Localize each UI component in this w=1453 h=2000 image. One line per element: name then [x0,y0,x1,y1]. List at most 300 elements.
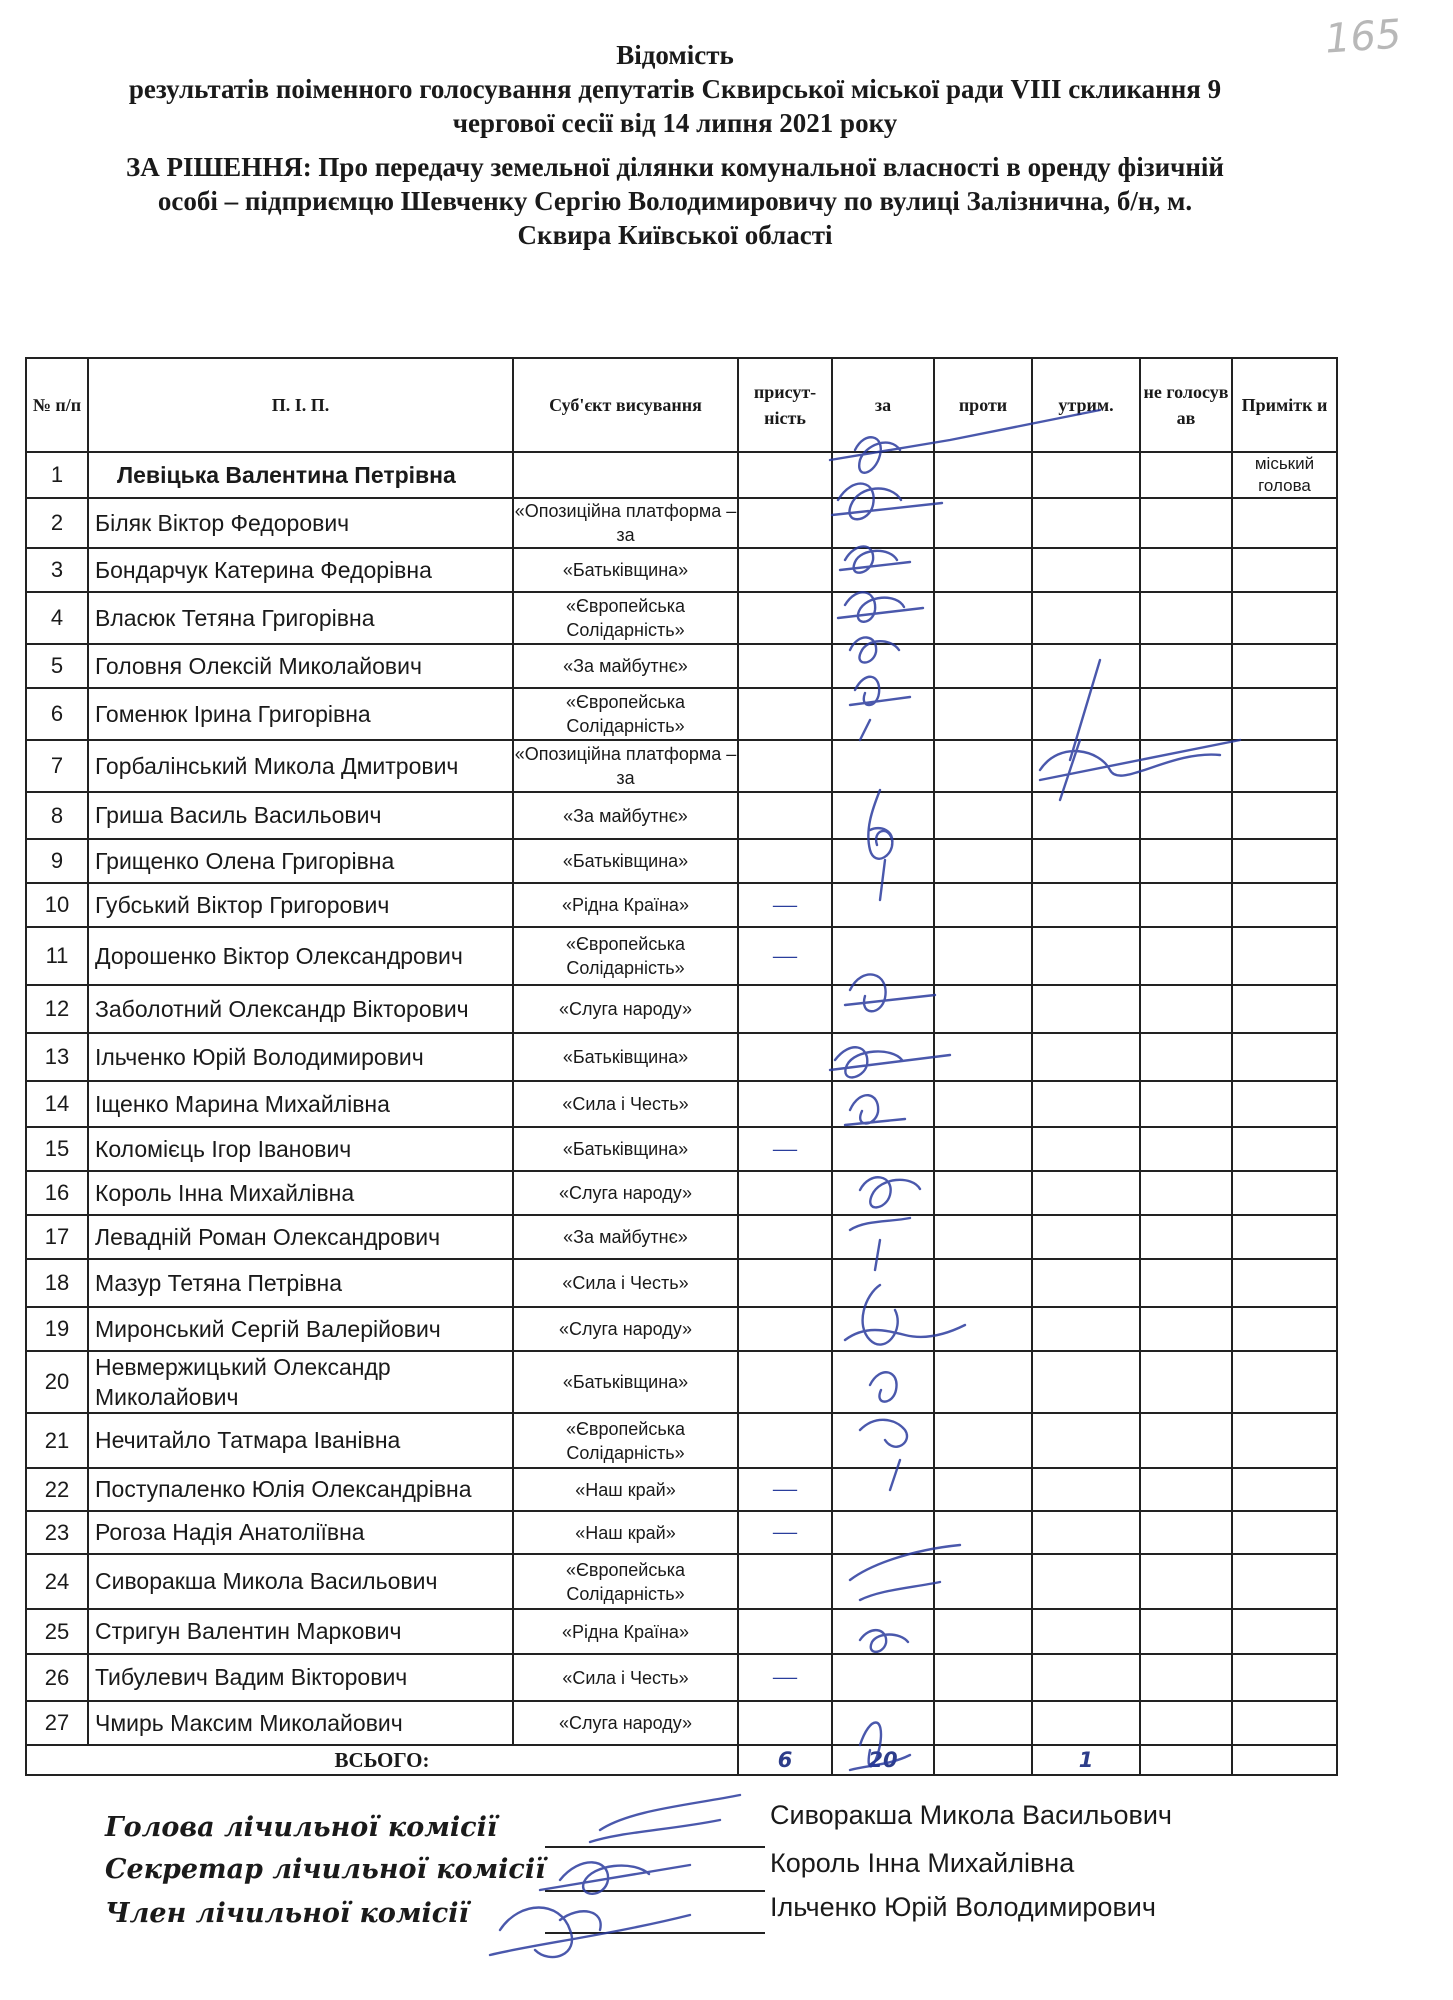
row-present [738,1554,832,1609]
total-present: 6 [738,1745,832,1775]
row-name: Тибулевич Вадим Вікторович [88,1654,513,1701]
total-not-voted [1140,1745,1232,1775]
title-line-2: результатів поіменного голосування депутатів Сквирської міської ради VIII скликання 9 [128,74,1222,104]
row-present [738,1259,832,1307]
row-party: «Слуга народу» [513,1701,738,1745]
row-present [738,1351,832,1413]
table-row [26,1468,1337,1511]
row-note [1232,883,1337,927]
row-against [934,1413,1032,1468]
header-abstain: утрим. [1032,358,1140,452]
row-against [934,688,1032,740]
row-not-voted [1140,498,1232,548]
row-note [1232,1127,1337,1171]
table-row [26,1511,1337,1554]
header-note: Примітк и [1232,358,1337,452]
table-row [26,985,1337,1033]
row-present: — [738,927,832,985]
row-num: 6 [26,688,88,740]
row-present [738,1081,832,1127]
row-present [738,688,832,740]
row-present [738,1413,832,1468]
row-num: 9 [26,839,88,883]
row-not-voted [1140,688,1232,740]
row-present [738,985,832,1033]
row-for [832,452,934,498]
row-num: 1 [26,452,88,498]
row-present: — [738,1511,832,1554]
row-note [1232,1259,1337,1307]
row-abstain [1032,498,1140,548]
row-not-voted [1140,985,1232,1033]
row-for [832,1259,934,1307]
row-party [513,452,738,498]
row-note [1232,927,1337,985]
header-not-voted: не голосув ав [1140,358,1232,452]
table-row [26,1259,1337,1307]
title-line-1: Відомість [616,40,734,70]
row-name: Чмирь Максим Миколайович [88,1701,513,1745]
row-abstain [1032,592,1140,644]
row-for [832,1554,934,1609]
member-name: Ільченко Юрій Володимирович [770,1892,1156,1922]
row-abstain [1032,740,1140,792]
row-abstain [1032,1307,1140,1351]
row-for [832,1413,934,1468]
row-num: 11 [26,927,88,985]
row-name: Бондарчук Катерина Федорівна [88,548,513,592]
row-note [1232,644,1337,688]
row-not-voted [1140,1127,1232,1171]
row-abstain [1032,1033,1140,1081]
row-for [832,1511,934,1554]
row-note [1232,688,1337,740]
row-num: 18 [26,1259,88,1307]
table-row [26,1554,1337,1609]
row-not-voted [1140,1215,1232,1259]
row-against [934,1701,1032,1745]
row-present: — [738,1468,832,1511]
table-row [26,839,1337,883]
row-party: «Опозиційна платформа – за [513,740,738,792]
row-note [1232,1554,1337,1609]
row-for [832,985,934,1033]
row-abstain [1032,1259,1140,1307]
row-not-voted [1140,839,1232,883]
row-party: «Батьківщина» [513,1351,738,1413]
row-against [934,592,1032,644]
row-num: 12 [26,985,88,1033]
row-name: Власюк Тетяна Григорівна [88,592,513,644]
table-row [26,1413,1337,1468]
title-line-6: Сквира Київської області [517,220,833,250]
row-abstain [1032,985,1140,1033]
row-party: «Сила і Честь» [513,1259,738,1307]
secretary-title: Секретар лічильної комісії [105,1854,546,1885]
row-for [832,548,934,592]
row-abstain [1032,688,1140,740]
table-row [26,927,1337,985]
row-note [1232,792,1337,839]
member-title: Член лічильної комісії [105,1898,469,1929]
row-num: 3 [26,548,88,592]
header-num: № п/п [26,358,88,452]
row-note [1232,1307,1337,1351]
row-not-voted [1140,792,1232,839]
document-title [20,38,1330,252]
row-num: 17 [26,1215,88,1259]
row-num: 13 [26,1033,88,1081]
row-abstain [1032,1654,1140,1701]
row-abstain [1032,1701,1140,1745]
row-name: Король Інна Михайлівна [88,1171,513,1215]
row-name: Гоменюк Ірина Григорівна [88,688,513,740]
row-abstain [1032,1413,1140,1468]
row-party: «Батьківщина» [513,1127,738,1171]
row-name: Горбалінський Микола Дмитрович [88,740,513,792]
row-for [832,883,934,927]
row-not-voted [1140,883,1232,927]
row-name: Іщенко Марина Михайлівна [88,1081,513,1127]
header-for: за [832,358,934,452]
member-signature-line [545,1932,765,1934]
row-party: «Рідна Країна» [513,883,738,927]
row-party: «Європейська Солідарність» [513,592,738,644]
row-present [738,1171,832,1215]
total-against [934,1745,1032,1775]
row-present [738,1215,832,1259]
table-row [26,1609,1337,1654]
row-note [1232,1701,1337,1745]
row-against [934,1609,1032,1654]
row-against [934,498,1032,548]
row-present [738,740,832,792]
row-note [1232,1215,1337,1259]
table-row [26,592,1337,644]
row-num: 21 [26,1413,88,1468]
row-against [934,927,1032,985]
row-party: «Батьківщина» [513,1033,738,1081]
row-against [934,839,1032,883]
row-party: «Опозиційна платформа – за [513,498,738,548]
row-abstain [1032,1171,1140,1215]
row-note [1232,1081,1337,1127]
row-present: — [738,1654,832,1701]
total-abstain: 1 [1032,1745,1140,1775]
row-not-voted [1140,1259,1232,1307]
row-note [1232,740,1337,792]
row-num: 4 [26,592,88,644]
row-num: 8 [26,792,88,839]
row-not-voted [1140,1701,1232,1745]
row-num: 2 [26,498,88,548]
row-note [1232,548,1337,592]
table-row [26,688,1337,740]
row-num: 23 [26,1511,88,1554]
row-abstain [1032,927,1140,985]
row-present [738,644,832,688]
row-for [832,1171,934,1215]
table-row [26,644,1337,688]
row-name: Грищенко Олена Григорівна [88,839,513,883]
row-abstain [1032,1609,1140,1654]
row-for [832,1701,934,1745]
row-num: 10 [26,883,88,927]
row-not-voted [1140,1081,1232,1127]
row-party: «Європейська Солідарність» [513,927,738,985]
row-for [832,688,934,740]
row-party: «Сила і Честь» [513,1654,738,1701]
row-name: Левіцька Валентина Петрівна [88,452,513,498]
row-not-voted [1140,1511,1232,1554]
row-not-voted [1140,1307,1232,1351]
secretary-signature-line [545,1890,765,1892]
row-abstain [1032,1081,1140,1127]
secretary-name: Король Інна Михайлівна [770,1848,1075,1878]
row-name: Миронський Сергій Валерійович [88,1307,513,1351]
row-against [934,1081,1032,1127]
row-for [832,839,934,883]
row-party: «Наш край» [513,1468,738,1511]
row-party: «Сила і Честь» [513,1081,738,1127]
header-against: проти [934,358,1032,452]
row-present [738,792,832,839]
row-note [1232,1511,1337,1554]
row-name: Коломієць Ігор Іванович [88,1127,513,1171]
row-party: «Слуга народу» [513,1171,738,1215]
chair-signature-line [545,1846,765,1848]
row-present [738,839,832,883]
title-line-3: чергової сесії від 14 липня 2021 року [452,108,898,138]
row-against [934,883,1032,927]
row-note [1232,839,1337,883]
row-party: «Європейська Солідарність» [513,1413,738,1468]
row-for [832,1081,934,1127]
row-against [934,1307,1032,1351]
row-abstain [1032,1351,1140,1413]
table-row [26,1351,1337,1413]
row-against [934,548,1032,592]
row-note [1232,1413,1337,1468]
row-num: 14 [26,1081,88,1127]
row-name: Нечитайло Татмара Іванівна [88,1413,513,1468]
row-against [934,1511,1032,1554]
row-note [1232,1609,1337,1654]
row-num: 20 [26,1351,88,1413]
row-for [832,927,934,985]
row-against [934,1259,1032,1307]
row-name: Ільченко Юрій Володимирович [88,1033,513,1081]
row-abstain [1032,1127,1140,1171]
row-abstain [1032,548,1140,592]
table-row [26,1654,1337,1701]
table-row [26,1033,1337,1081]
row-present: — [738,883,832,927]
row-num: 24 [26,1554,88,1609]
table-row [26,1171,1337,1215]
row-note [1232,1033,1337,1081]
row-not-voted [1140,1554,1232,1609]
row-party: «Європейська Солідарність» [513,688,738,740]
row-num: 27 [26,1701,88,1745]
row-num: 22 [26,1468,88,1511]
row-for [832,1215,934,1259]
row-not-voted [1140,1654,1232,1701]
row-name: Мазур Тетяна Петрівна [88,1259,513,1307]
table-row [26,1215,1337,1259]
row-name: Губський Віктор Григорович [88,883,513,927]
row-for [832,498,934,548]
row-not-voted [1140,1468,1232,1511]
row-name: Рогоза Надія Анатоліївна [88,1511,513,1554]
row-party: «Батьківщина» [513,548,738,592]
chair-name: Сиворакша Микола Васильович [770,1800,1172,1830]
row-name: Левадній Роман Олександрович [88,1215,513,1259]
row-against [934,452,1032,498]
row-for [832,1351,934,1413]
table-row [26,548,1337,592]
row-num: 25 [26,1609,88,1654]
row-abstain [1032,1554,1140,1609]
row-not-voted [1140,740,1232,792]
row-name: Сиворакша Микола Васильович [88,1554,513,1609]
total-row [26,1745,1337,1775]
row-against [934,1127,1032,1171]
row-num: 7 [26,740,88,792]
row-present [738,1033,832,1081]
row-for [832,1609,934,1654]
row-present [738,592,832,644]
header-name: П. І. П. [88,358,513,452]
title-line-4: ЗА РІШЕННЯ: Про передачу земельної ділянки комунальної власності в оренду фізичній [126,152,1224,182]
row-party: «Європейська Солідарність» [513,1554,738,1609]
table-row [26,1701,1337,1745]
page-number: 165 [1323,11,1403,63]
row-present: — [738,1127,832,1171]
title-line-5: особі – підприємцю Шевченку Сергію Володимировичу по вулиці Залізнична, б/н, м. [157,186,1193,216]
row-note [1232,985,1337,1033]
row-not-voted [1140,1171,1232,1215]
row-present [738,548,832,592]
row-abstain [1032,1215,1140,1259]
row-against [934,1215,1032,1259]
table-row [26,1081,1337,1127]
row-party: «За майбутнє» [513,644,738,688]
row-not-voted [1140,927,1232,985]
table-row [26,883,1337,927]
row-against [934,1554,1032,1609]
row-party: «За майбутнє» [513,1215,738,1259]
row-not-voted [1140,644,1232,688]
row-num: 26 [26,1654,88,1701]
row-for [832,740,934,792]
row-abstain [1032,883,1140,927]
row-against [934,644,1032,688]
row-note [1232,1351,1337,1413]
row-present [738,498,832,548]
voting-table [25,357,1338,1776]
table-row [26,792,1337,839]
row-against [934,1033,1032,1081]
row-party: «За майбутнє» [513,792,738,839]
total-for: 20 [832,1745,934,1775]
row-not-voted [1140,1351,1232,1413]
table-row [26,1127,1337,1171]
total-label: ВСЬОГО: [26,1745,738,1775]
total-note [1232,1745,1337,1775]
row-against [934,792,1032,839]
row-not-voted [1140,452,1232,498]
row-party: «Слуга народу» [513,1307,738,1351]
row-against [934,1171,1032,1215]
row-present [738,1701,832,1745]
table-row [26,498,1337,548]
row-for [832,1654,934,1701]
row-for [832,792,934,839]
row-abstain [1032,839,1140,883]
row-against [934,1468,1032,1511]
row-name: Стригун Валентин Маркович [88,1609,513,1654]
row-not-voted [1140,592,1232,644]
row-for [832,644,934,688]
row-abstain [1032,792,1140,839]
row-for [832,1307,934,1351]
row-num: 5 [26,644,88,688]
table-row [26,452,1337,498]
row-name: Дорошенко Віктор Олександрович [88,927,513,985]
row-against [934,1654,1032,1701]
row-num: 15 [26,1127,88,1171]
table-body [26,452,1337,1745]
row-party: «Слуга народу» [513,985,738,1033]
row-num: 19 [26,1307,88,1351]
row-party: «Наш край» [513,1511,738,1554]
row-abstain [1032,452,1140,498]
chair-title: Голова лічильної комісії [105,1812,498,1843]
row-not-voted [1140,1609,1232,1654]
row-for [832,1468,934,1511]
row-present [738,452,832,498]
row-abstain [1032,1511,1140,1554]
row-present [738,1609,832,1654]
row-for [832,1033,934,1081]
row-name: Заболотний Олександр Вікторович [88,985,513,1033]
row-against [934,1351,1032,1413]
row-present [738,1307,832,1351]
header-party: Суб'єкт висування [513,358,738,452]
row-note: міський голова [1232,452,1337,498]
row-party: «Рідна Країна» [513,1609,738,1654]
table-row [26,1307,1337,1351]
row-note [1232,498,1337,548]
row-note [1232,1468,1337,1511]
row-note [1232,1654,1337,1701]
row-abstain [1032,644,1140,688]
row-name: Гриша Василь Васильович [88,792,513,839]
row-note [1232,1171,1337,1215]
row-against [934,740,1032,792]
table-row [26,740,1337,792]
row-not-voted [1140,1413,1232,1468]
row-note [1232,592,1337,644]
row-name: Головня Олексій Миколайович [88,644,513,688]
header-present: присут-ність [738,358,832,452]
row-not-voted [1140,1033,1232,1081]
row-name: Біляк Віктор Федорович [88,498,513,548]
row-for [832,1127,934,1171]
row-not-voted [1140,548,1232,592]
row-party: «Батьківщина» [513,839,738,883]
